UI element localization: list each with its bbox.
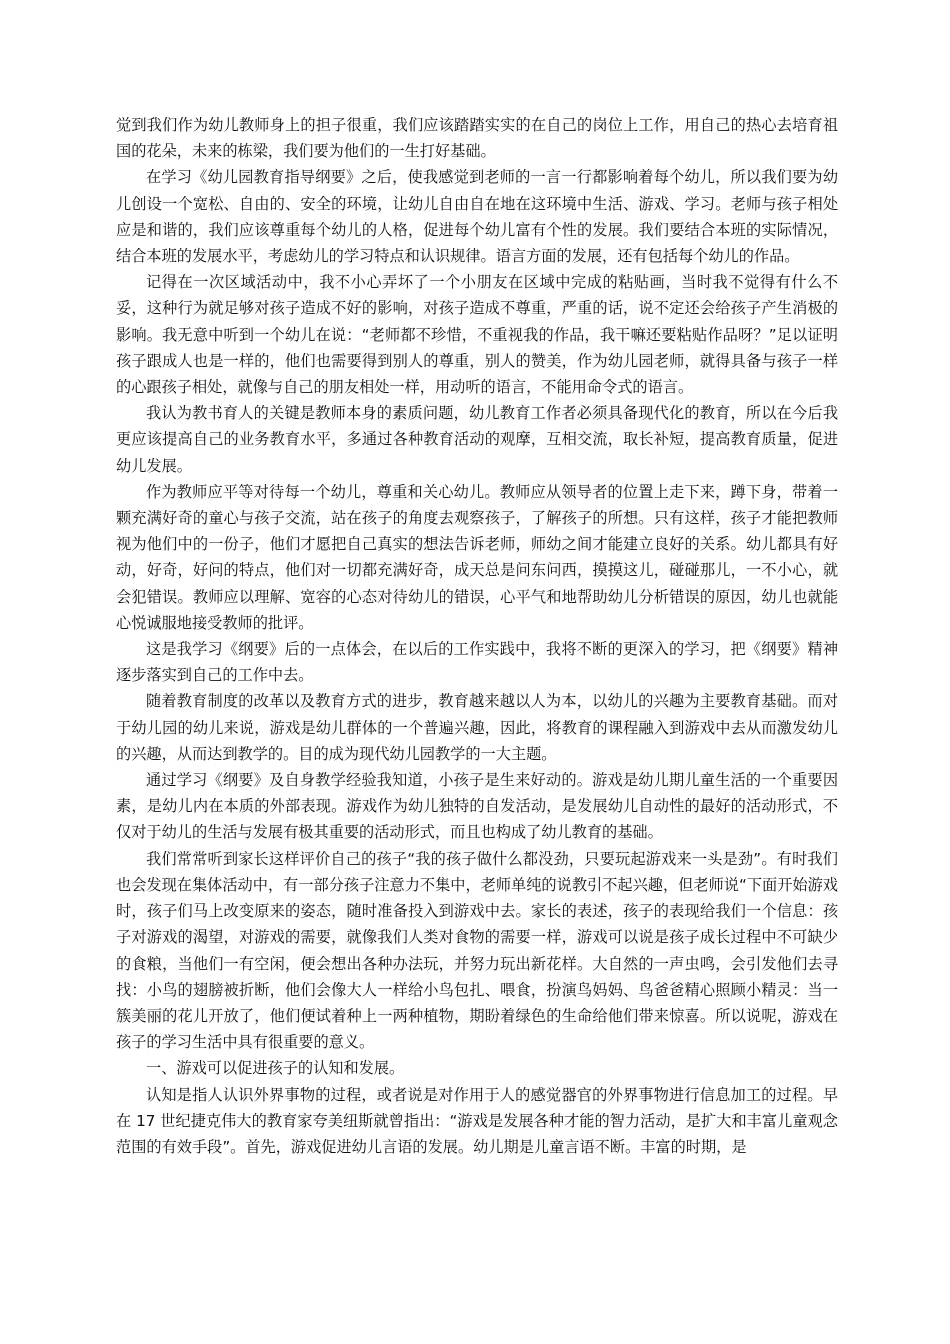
paragraph-8: 通过学习《纲要》及自身教学经验我知道，小孩子是生来好动的。游戏是幼儿期儿童生活的一个重要因素，是幼儿内在本质的外部表现。游戏作为幼儿独特的自发活动，是发展幼儿自动性的最好的活动形式，不仅对于幼儿的生活与发展有极其重要的活动形式，而且也构成了幼儿教育的基础。 — [116, 771, 838, 842]
paragraph-1: 觉到我们作为幼儿教师身上的担子很重，我们应该踏踏实实的在自己的岗位上工作，用自己的热心去培育祖国的花朵，未来的栋梁，我们要为他们的一生打好基础。 — [116, 116, 838, 161]
paragraph-5: 作为教师应平等对待每一个幼儿，尊重和关心幼儿。教师应从领导者的位置上走下来，蹲下身，带着一颗充满好奇的童心与孩子交流，站在孩子的角度去观察孩子，了解孩子的所想。只有这样，孩子才能把教师视为他们中的一份子，他们才愿把自己真实的想法告诉老师，师幼之间才能建立良好的关系。幼儿都具有好动，好奇，好问的特点，他们对一切都充满好奇，成天总是问东问西，摸摸这儿，碰碰那儿，一不小心，就会犯错误。教师应以理解、宽容的心态对待幼儿的错误，心平气和地帮助幼儿分析错误的原因，幼儿也就能心悦诚服地接受教师的批评。 — [116, 482, 838, 632]
paragraph-2: 在学习《幼儿园教育指导纲要》之后，使我感觉到老师的一言一行都影响着每个幼儿，所以我们要为幼儿创设一个宽松、自由的、安全的环境，让幼儿自由自在地在这环境中生活、游戏、学习。老师与孩子相处应是和谐的，我们应该尊重每个幼儿的人格，促进每个幼儿富有个性的发展。我们要结合本班的实际情况，结合本班的发展水平，考虑幼儿的学习特点和认识规律。语言方面的发展，还有包括每个幼儿的作品。 — [116, 168, 838, 266]
paragraph-3: 记得在一次区域活动中，我不小心弄坏了一个小朋友在区域中完成的粘贴画，当时我不觉得有什么不妥，这种行为就足够对孩子造成不好的影响，对孩子造成不尊重，严重的话，说不定还会给孩子产生消极的影响。我无意中听到一个幼儿在说：“老师都不珍惜，不重视我的作品，我干嘛还要粘贴作品呀？”足以证明孩子跟成人也是一样的，他们也需要得到别人的尊重，别人的赞美，作为幼儿园老师，就得具备与孩子一样的心跟孩子相处，就像与自己的朋友相处一样，用动听的语言，不能用命令式的语言。 — [116, 273, 838, 397]
paragraph-10: 认知是指人认识外界事物的过程，或者说是对作用于人的感觉器官的外界事物进行信息加工的过程。早在 17 世纪捷克伟大的教育家夸美纽斯就曾指出：“游戏是发展各种才能的智力活动，是扩大和丰富儿童观念范围的有效手段”。首先，游戏促进幼儿言语的发展。幼儿期是儿童言语不断。丰富的时期，是 — [116, 1085, 838, 1156]
section-heading-1: 一、游戏可以促进孩子的认知和发展。 — [146, 1059, 405, 1078]
paragraph-7: 随着教育制度的改革以及教育方式的进步，教育越来越以人为本，以幼儿的兴趣为主要教育基础。而对于幼儿园的幼儿来说，游戏是幼儿群体的一个普遍兴趣，因此，将教育的课程融入到游戏中去从而激发幼儿的兴趣，从而达到教学的。目的成为现代幼儿园教学的一大主题。 — [116, 692, 838, 763]
paragraph-4: 我认为教书育人的关键是教师本身的素质问题，幼儿教育工作者必须具备现代化的教育，所以在今后我更应该提高自己的业务教育水平，多通过各种教育活动的观摩，互相交流，取长补短，提高教育质量，促进幼儿发展。 — [116, 404, 838, 475]
paragraph-9: 我们常常听到家长这样评价自己的孩子“我的孩子做什么都没劲，只要玩起游戏来一头是劲”。有时我们也会发现在集体活动中，有一部分孩子注意力不集中，老师单纯的说教引不起兴趣，但老师说“下面开始游戏时，孩子们马上改变原来的姿态，随时准备投入到游戏中去。家长的表述，孩子的表现给我们一个信息：孩子对游戏的渴望，对游戏的需要，就像我们人类对食物的需要一样，游戏可以说是孩子成长过程中不可缺少的食粮，当他们一有空闲，便会想出各种办法玩，并努力玩出新花样。大自然的一声虫鸣，会引发他们去寻找：小鸟的翅膀被折断，他们会像大人一样给小鸟包扎、喂食，扮演鸟妈妈、鸟爸爸精心照顾小精灵：当一簇美丽的花儿开放了，他们便试着种上一两种植物，期盼着绿色的生命给他们带来惊喜。所以说呢，游戏在孩子的学习生活中具有很重要的意义。 — [116, 849, 838, 1052]
paragraph-6: 这是我学习《纲要》后的一点体会，在以后的工作实践中，我将不断的更深入的学习，把《纲要》精神逐步落实到自己的工作中去。 — [116, 640, 838, 685]
document-body — [116, 112, 838, 1160]
